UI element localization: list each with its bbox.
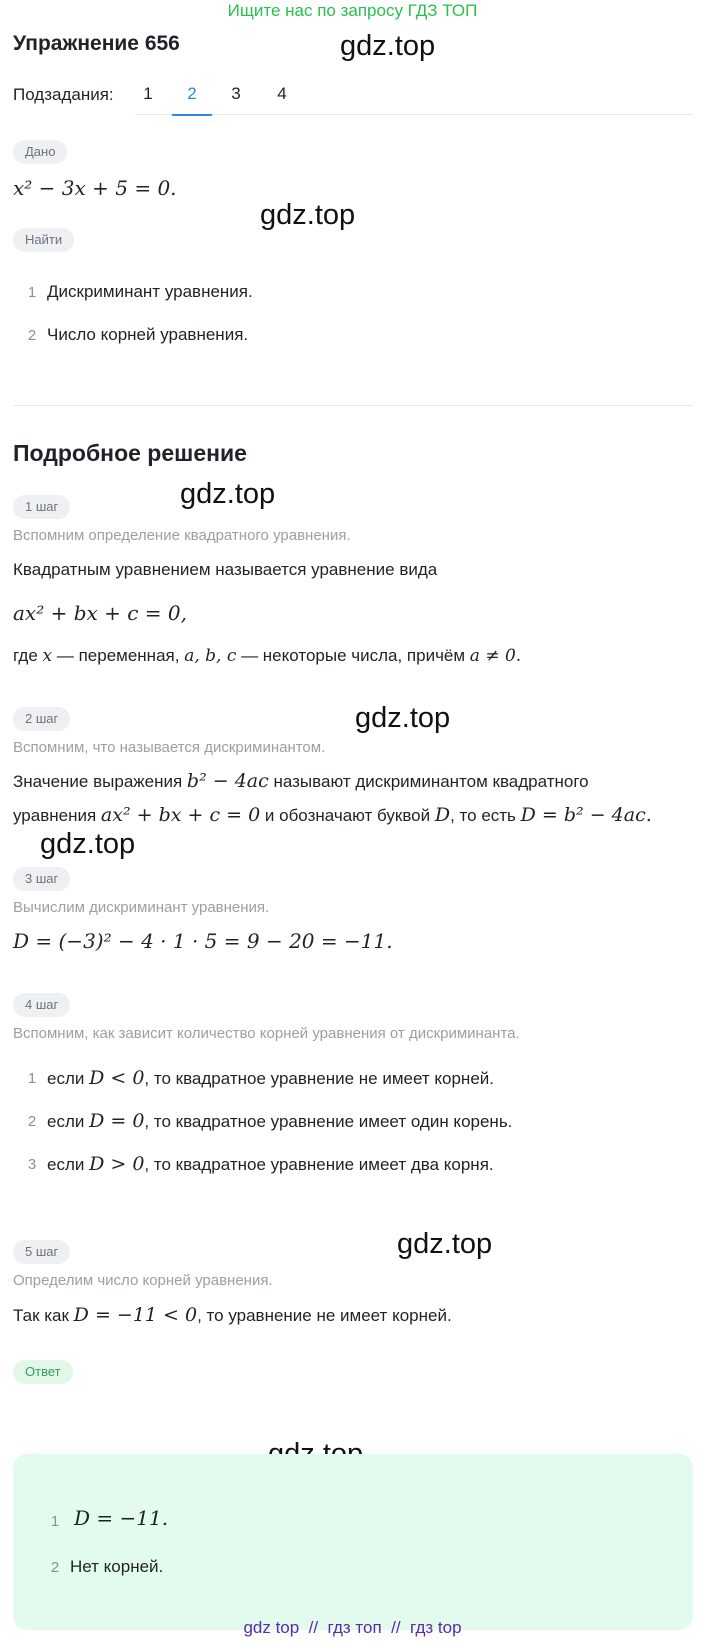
- tab-subtask-4[interactable]: 4: [277, 84, 287, 103]
- math-inline: D = 0: [89, 1110, 145, 1132]
- step-pill: 1 шаг: [13, 495, 70, 519]
- text-part: Так как: [13, 1306, 74, 1325]
- math-inline: D: [434, 804, 451, 826]
- answer-item: D = −11.: [74, 1506, 169, 1530]
- step-pill: 3 шаг: [13, 867, 70, 891]
- math-inline: D > 0: [89, 1153, 145, 1175]
- step-formula: D = (−3)² − 4 · 1 · 5 = 9 − 20 = −11.: [13, 929, 393, 953]
- math-inline: b² − 4ac: [186, 770, 269, 792]
- find-pill: Найти: [13, 228, 74, 252]
- step-hint: Вспомним, что называется дискриминантом.: [13, 739, 326, 756]
- math-inline: a ≠ 0.: [469, 646, 522, 666]
- list-item: [47, 1066, 494, 1091]
- exercise-title: Упражнение 656: [13, 32, 180, 55]
- step-text: [13, 769, 589, 794]
- watermark: gdz.top: [40, 828, 136, 860]
- text-part: уравнения: [13, 806, 101, 825]
- watermark: gdz.top: [260, 199, 356, 231]
- step-text: Квадратным уравнением называется уравнение вида: [13, 560, 438, 579]
- text-part: — некоторые числа, причём: [236, 646, 470, 665]
- math-inline: D < 0: [89, 1067, 145, 1089]
- step-hint: Определим число корней уравнения.: [13, 1272, 273, 1289]
- tabs-underline: [135, 114, 693, 115]
- list-number: 2: [27, 327, 37, 344]
- math-inline: D = −11 < 0: [73, 1304, 198, 1326]
- watermark: gdz.top: [180, 478, 276, 510]
- given-pill: Дано: [13, 140, 67, 164]
- text-part: , то уравнение не имеет корней.: [197, 1306, 452, 1325]
- text-part: если: [47, 1112, 90, 1131]
- list-number: 3: [27, 1156, 37, 1173]
- step-pill: 5 шаг: [13, 1240, 70, 1264]
- search-banner: Ищите нас по запросу ГДЗ ТОП: [227, 1, 478, 20]
- answer-box: [13, 1454, 693, 1630]
- given-equation: x² − 3x + 5 = 0.: [13, 176, 177, 200]
- text-part: , то квадратное уравнение имеет один корень.: [144, 1112, 513, 1131]
- step-formula: ax² + bx + c = 0,: [13, 601, 188, 625]
- text-part: если: [47, 1069, 90, 1088]
- text-part: называют дискриминантом квадратного: [268, 772, 589, 791]
- text-part: Значение выражения: [13, 772, 187, 791]
- step-pill: 2 шаг: [13, 707, 70, 731]
- step-text: [13, 644, 521, 668]
- find-item: Дискриминант уравнения.: [47, 282, 253, 301]
- watermark: gdz.top: [340, 30, 436, 62]
- list-number: 2: [27, 1113, 37, 1130]
- step-hint: Вспомним определение квадратного уравнения.: [13, 527, 351, 544]
- math-inline: x: [42, 646, 53, 666]
- solution-title: Подробное решение: [13, 440, 247, 466]
- answer-item: Нет корней.: [70, 1557, 164, 1576]
- text-part: и обозначают буквой: [260, 806, 435, 825]
- answer-pill: Ответ: [13, 1360, 73, 1384]
- step-hint: Вспомним, как зависит количество корней уравнения от дискриминанта.: [13, 1025, 520, 1042]
- watermark: gdz.top: [397, 1228, 493, 1260]
- subtasks-label: Подзадания:: [13, 85, 114, 104]
- text-part: , то квадратное уравнение имеет два корня.: [144, 1155, 494, 1174]
- step-text: [13, 803, 652, 828]
- math-inline: D = b² − 4ac.: [520, 804, 652, 826]
- list-item: [47, 1109, 512, 1134]
- text-part: , то квадратное уравнение не имеет корней.: [144, 1069, 494, 1088]
- step-hint: Вычислим дискриминант уравнения.: [13, 899, 270, 916]
- list-number: 1: [27, 284, 37, 301]
- tab-subtask-2[interactable]: 2: [172, 84, 212, 116]
- list-item: [47, 1152, 494, 1177]
- list-number: 2: [50, 1559, 60, 1576]
- text-part: если: [47, 1155, 90, 1174]
- step-pill: 4 шаг: [13, 993, 70, 1017]
- footer-links[interactable]: gdz top // гдз топ // гдз top: [243, 1618, 462, 1637]
- list-number: 1: [50, 1513, 60, 1530]
- text-part: , то есть: [450, 806, 521, 825]
- text-part: где: [13, 646, 43, 665]
- find-item: Число корней уравнения.: [47, 325, 249, 344]
- tab-subtask-1[interactable]: 1: [143, 84, 153, 103]
- section-divider: [13, 405, 693, 406]
- tab-subtask-3[interactable]: 3: [231, 84, 241, 103]
- list-number: 1: [27, 1070, 37, 1087]
- math-inline: ax² + bx + c = 0: [100, 804, 261, 826]
- watermark: gdz.top: [355, 702, 451, 734]
- text-part: — переменная,: [52, 646, 185, 665]
- math-inline: a, b, c: [184, 646, 237, 666]
- step-text: [13, 1303, 452, 1328]
